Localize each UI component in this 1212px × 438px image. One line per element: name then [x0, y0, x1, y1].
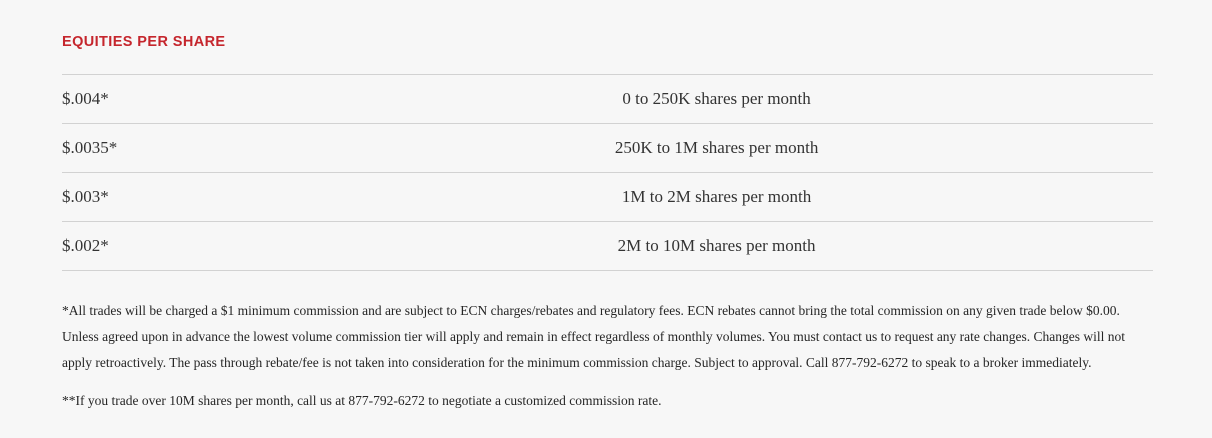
footnotes — [62, 298, 1153, 414]
table-row — [62, 75, 1153, 124]
section-title: EQUITIES PER SHARE — [62, 34, 226, 50]
tier-description: 250K to 1M shares per month — [614, 138, 819, 157]
rate-value: $.002* — [62, 236, 109, 255]
tier-description: 1M to 2M shares per month — [621, 187, 812, 206]
footnote-custom-rate: **If you trade over 10M shares per month, call us at 877-792-6272 to negotiate a customized commission rate. — [62, 393, 662, 408]
rate-value: $.0035* — [62, 138, 118, 157]
table-row — [62, 222, 1153, 271]
equities-rate-table — [62, 74, 1153, 271]
footnote-commission-terms: *All trades will be charged a $1 minimum commission and are subject to ECN charges/rebates and regulatory fees. ECN rebates cannot bring the total commission on any given trade below $0.00. Unless agreed upon in advance the lowest volume commission tier will apply and remain in effect regardless of monthly volumes. You must contact us to request any rate changes. Changes will not apply retroactively. The pass through rebate/fee is not taken into consideration for the minimum commission charge. Subject to approval. Call 877-792-6272 to speak to a broker immediately. — [62, 303, 1126, 370]
table-row — [62, 173, 1153, 222]
rate-value: $.004* — [62, 89, 109, 108]
tier-description: 0 to 250K shares per month — [622, 89, 811, 108]
tier-description: 2M to 10M shares per month — [617, 236, 816, 255]
rate-value: $.003* — [62, 187, 109, 206]
table-row — [62, 124, 1153, 173]
